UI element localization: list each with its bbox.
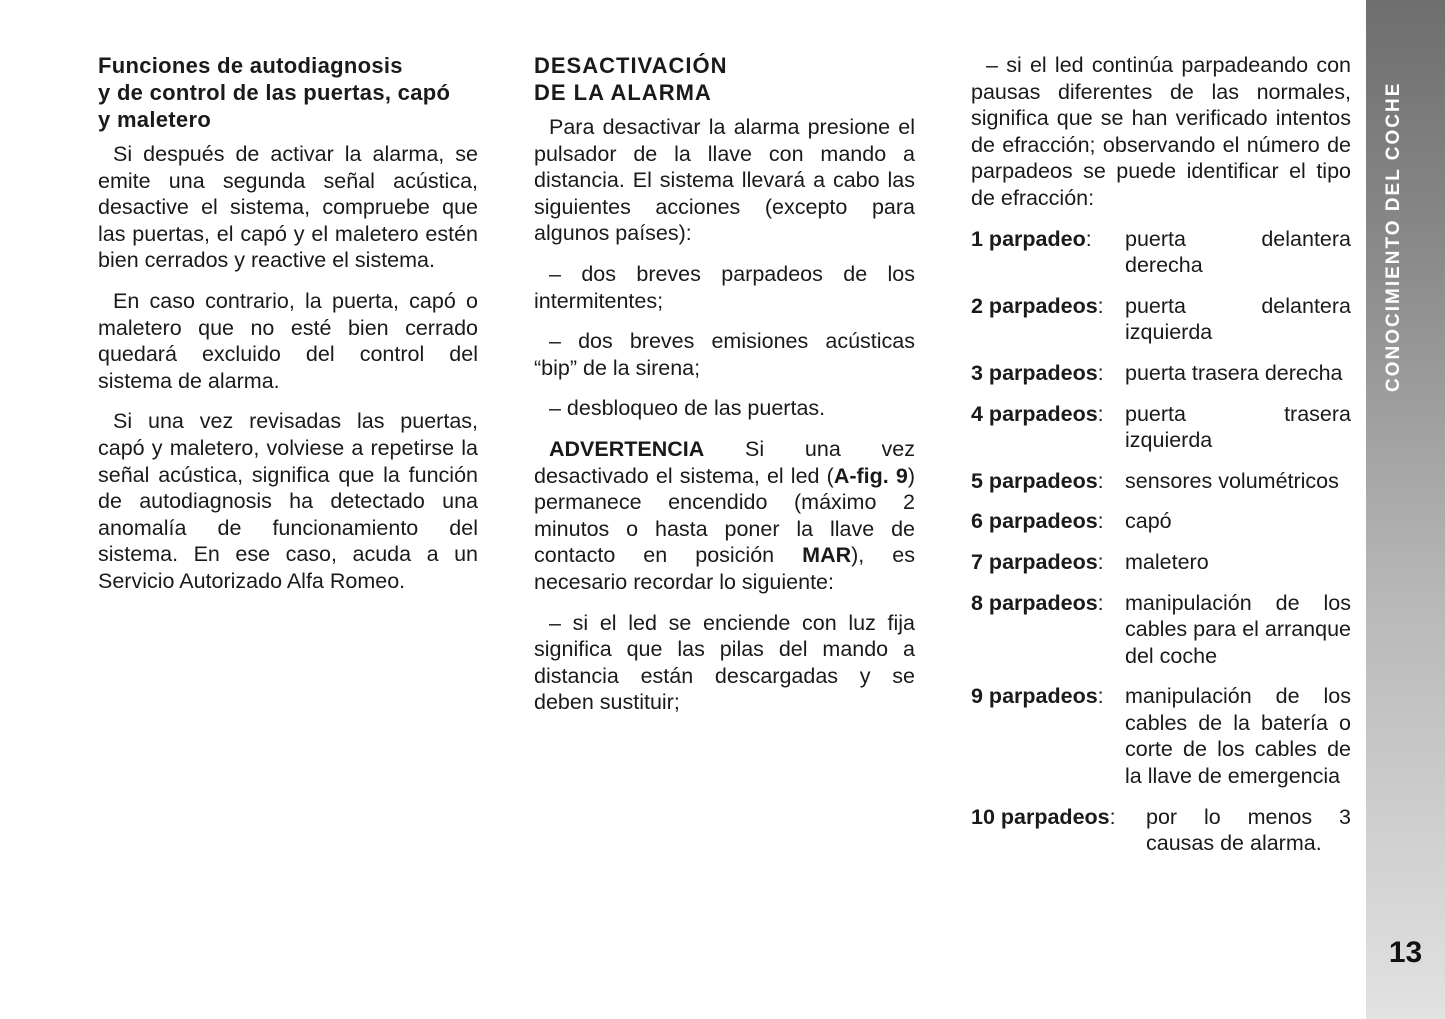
page-number: 13 (1388, 936, 1423, 969)
paragraph: Para desactivar la alarma presione el pulsador de la llave con mando a distancia. El sistema llevará a cabo las siguientes acciones (excepto para algunos países): (534, 115, 915, 246)
list-item: 2 parpadeos: puerta delantera izquierda (971, 293, 1351, 345)
list-item: 5 parpadeos: sensores volumétricos (971, 468, 1339, 493)
list-item: 8 parpadeos: manipulación de los cables para el arranque del coche (971, 590, 1351, 668)
section-heading-self-diagnosis: Funciones de autodiagnosis y de control de las puertas, capó y maletero (98, 53, 451, 132)
list-item: – dos breves parpadeos de los intermitentes; (534, 261, 915, 313)
list-item: – si el led se enciende con luz fija significa que las pilas del mando a distancia están descargadas y se deben sustituir; (534, 610, 915, 715)
paragraph: – si el led continúa parpadeando con pausas diferentes de las normales, significa que se han verificado intentos de efracción; observando el número de parpadeos se puede identificar el tipo de efracción: (971, 53, 1351, 210)
section-title: CONOCIMIENTO DEL COCHE (1383, 81, 1404, 392)
blink-code-list (971, 226, 1351, 857)
list-item: 4 parpadeos: puerta trasera izquierda (971, 401, 1351, 453)
section-heading-deactivation: DESACTIVACIÓN DE LA ALARMA (534, 53, 728, 105)
list-item: – desbloqueo de las puertas. (549, 396, 826, 421)
right-column (971, 52, 1351, 871)
middle-column (534, 52, 915, 730)
paragraph: En caso contrario, la puerta, capó o maletero que no esté bien cerrado quedará excluido del control del sistema de alarma. (98, 288, 478, 393)
list-item: 1 parpadeo: puerta delantera derecha (971, 226, 1351, 278)
warning-label: ADVERTENCIA (549, 436, 705, 461)
list-item: 6 parpadeos: capó (971, 509, 1172, 534)
list-item: 10 parpadeos: por lo menos 3 causas de alarma. (971, 804, 1351, 856)
left-column (98, 52, 478, 609)
key-position: MAR (802, 543, 852, 568)
list-item: 9 parpadeos: manipulación de los cables de la batería o corte de los cables de la llave de emergencia (971, 684, 1351, 789)
list-item: 7 parpadeos: maletero (971, 549, 1209, 574)
warning-paragraph: ADVERTENCIA Si una vez desactivado el sistema, el led (A-fig. 9) permanece encendido (máximo 2 minutos o hasta poner la llave de contacto en posición MAR), es necesario recordar lo siguiente: (534, 436, 916, 594)
list-item: 3 parpadeos: puerta trasera derecha (971, 360, 1343, 385)
figure-reference: A-fig. 9 (833, 463, 908, 488)
paragraph: Si después de activar la alarma, se emite una segunda señal acústica, desactive el sistema, compruebe que las puertas, el capó y el maletero estén bien cerrados y reactive el sistema. (98, 142, 478, 273)
list-item: – dos breves emisiones acústicas “bip” de la sirena; (534, 329, 915, 380)
paragraph: Si una vez revisadas las puertas, capó y maletero, volviese a repetirse la señal acústica, significa que la función de autodiagnosis ha detectado una anomalía de funcionamiento del sistema. En ese caso, acuda a un Servicio Autorizado Alfa Romeo. (98, 409, 478, 593)
section-sidebar (1366, 0, 1445, 1019)
